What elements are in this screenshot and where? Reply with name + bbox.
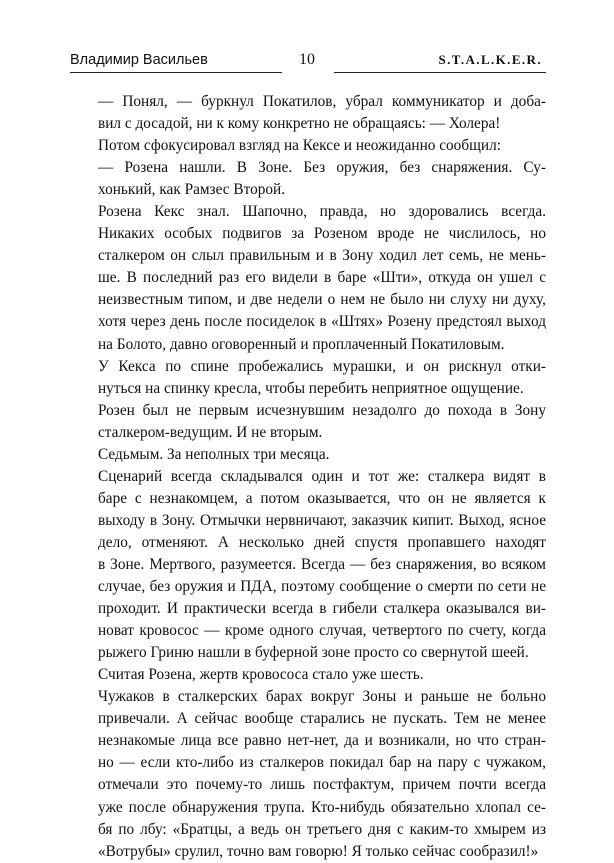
text-line: но — если кто-либо из сталкеров покидал бар на пару с чужаком, — [98, 754, 546, 772]
paragraph — [70, 686, 546, 862]
text-line: Сценарий всегда складывался один и тот же: сталкера видят в — [98, 467, 546, 485]
text-line: нуться на спинку кресла, чтобы перебить неприятное ощущение. — [98, 379, 524, 397]
text-line: У Кекса по спине пробежались мурашки, и он рискнул отки- — [98, 357, 546, 375]
paragraph — [70, 91, 546, 135]
paragraph — [70, 664, 546, 686]
text-line: Потом сфокусировал взгляд на Кексе и неожиданно сообщил: — [98, 137, 501, 155]
text-line: неизвестным типом, и две недели о нем не было ни слуху ни духу, — [98, 291, 546, 309]
text-line: «Вотрубы» срулил, точно вам говорю! Я только сейчас сообразил!» — [98, 842, 539, 860]
text-line: выходу в Зону. Отмычки нервничают, заказчик кипит. Выход, ясное — [98, 511, 546, 529]
text-line: ше. В последний раз его видели в баре «Шти», откуда он ушел с — [98, 269, 546, 287]
text-line: новат кровосос — кроме одного случая, четвертого по счету, когда — [98, 622, 546, 640]
text-line: в Зоне. Мертвого, разумеется. Всегда — без снаряжения, во всяком — [98, 555, 546, 573]
text-line: — Понял, — буркнул Покатилов, убрал коммуникатор и доба- — [98, 93, 546, 110]
text-line: — Розена нашли. В Зоне. Без оружия, без снаряжения. Су- — [98, 159, 546, 177]
paragraph — [70, 444, 546, 466]
text-line: Считая Розена, жертв кровососа стало уже шесть. — [98, 666, 424, 684]
header-author: Владимир Васильев — [70, 52, 208, 68]
text-line: сталкером-ведущим. И не вторым. — [98, 423, 323, 441]
text-line: отмечали это почему-то лишь постфактум, причем почти всегда — [98, 776, 546, 794]
paragraph — [70, 466, 546, 664]
text-line: Чужаков в сталкерских барах вокруг Зоны и раньше не больно — [98, 688, 546, 706]
header-series-title: S.T.A.L.K.E.R. — [438, 52, 542, 67]
text-line: Никаких особых подвигов за Розеном вроде не числилось, но — [98, 225, 546, 243]
text-line: проходит. И практически всегда в гибели сталкера оказывался ви- — [98, 600, 546, 618]
page-number: 10 — [299, 51, 315, 68]
text-line: Розен был не первым исчезнувшим незадолго до похода в Зону — [98, 401, 546, 419]
text-line: случае, без оружия и ПДА, поэтому сообщение о смерти по сети не — [98, 578, 546, 596]
text-line: вил с досадой, ни к кому конкретно не обращаясь: — Холера! — [98, 115, 501, 133]
paragraph — [70, 135, 546, 157]
paragraph — [70, 400, 546, 444]
text-line: хотя через день после посиделок в «Штях» Розену предстоял выход — [98, 313, 546, 331]
text-line: рыжего Гриню нашли в буферной зоне просто со свернутой шеей. — [98, 644, 529, 662]
header-rule-right — [334, 72, 546, 73]
text-line: бя по лбу: «Братцы, а ведь он третьего дня с каким-то хмырем из — [98, 820, 546, 838]
text-line: на Болото, давно оговоренный и проплаченный Покатиловым. — [98, 335, 505, 353]
text-line: хонький, как Рамзес Второй. — [98, 181, 286, 199]
text-line: Розена Кекс знал. Шапочно, правда, но здоровались всегда. — [98, 203, 546, 221]
text-line: уже после обнаружения трупа. Кто-нибудь обязательно хлопал се- — [98, 798, 546, 816]
text-line: баре с незнакомцем, а потом оказывается, что он не является к — [98, 489, 546, 507]
paragraph — [70, 157, 546, 201]
paragraph — [70, 356, 546, 400]
header-rule-left — [70, 72, 282, 73]
text-line: сталкером он слыл правильным и в Зону ходил лет семь, не мень- — [98, 247, 546, 265]
text-line: Седьмым. За неполных три месяца. — [98, 445, 330, 463]
body-text — [70, 91, 546, 863]
paragraph — [70, 201, 546, 355]
text-line: дело, отменяют. А несколько дней спустя пропавшего находят — [98, 533, 546, 551]
text-line: привечали. А сейчас вообще старались не пускать. Тем не менее — [98, 710, 546, 728]
running-header — [70, 52, 546, 74]
text-line: незнакомые лица все равно нет-нет, да и возникали, но что стран- — [98, 732, 546, 750]
